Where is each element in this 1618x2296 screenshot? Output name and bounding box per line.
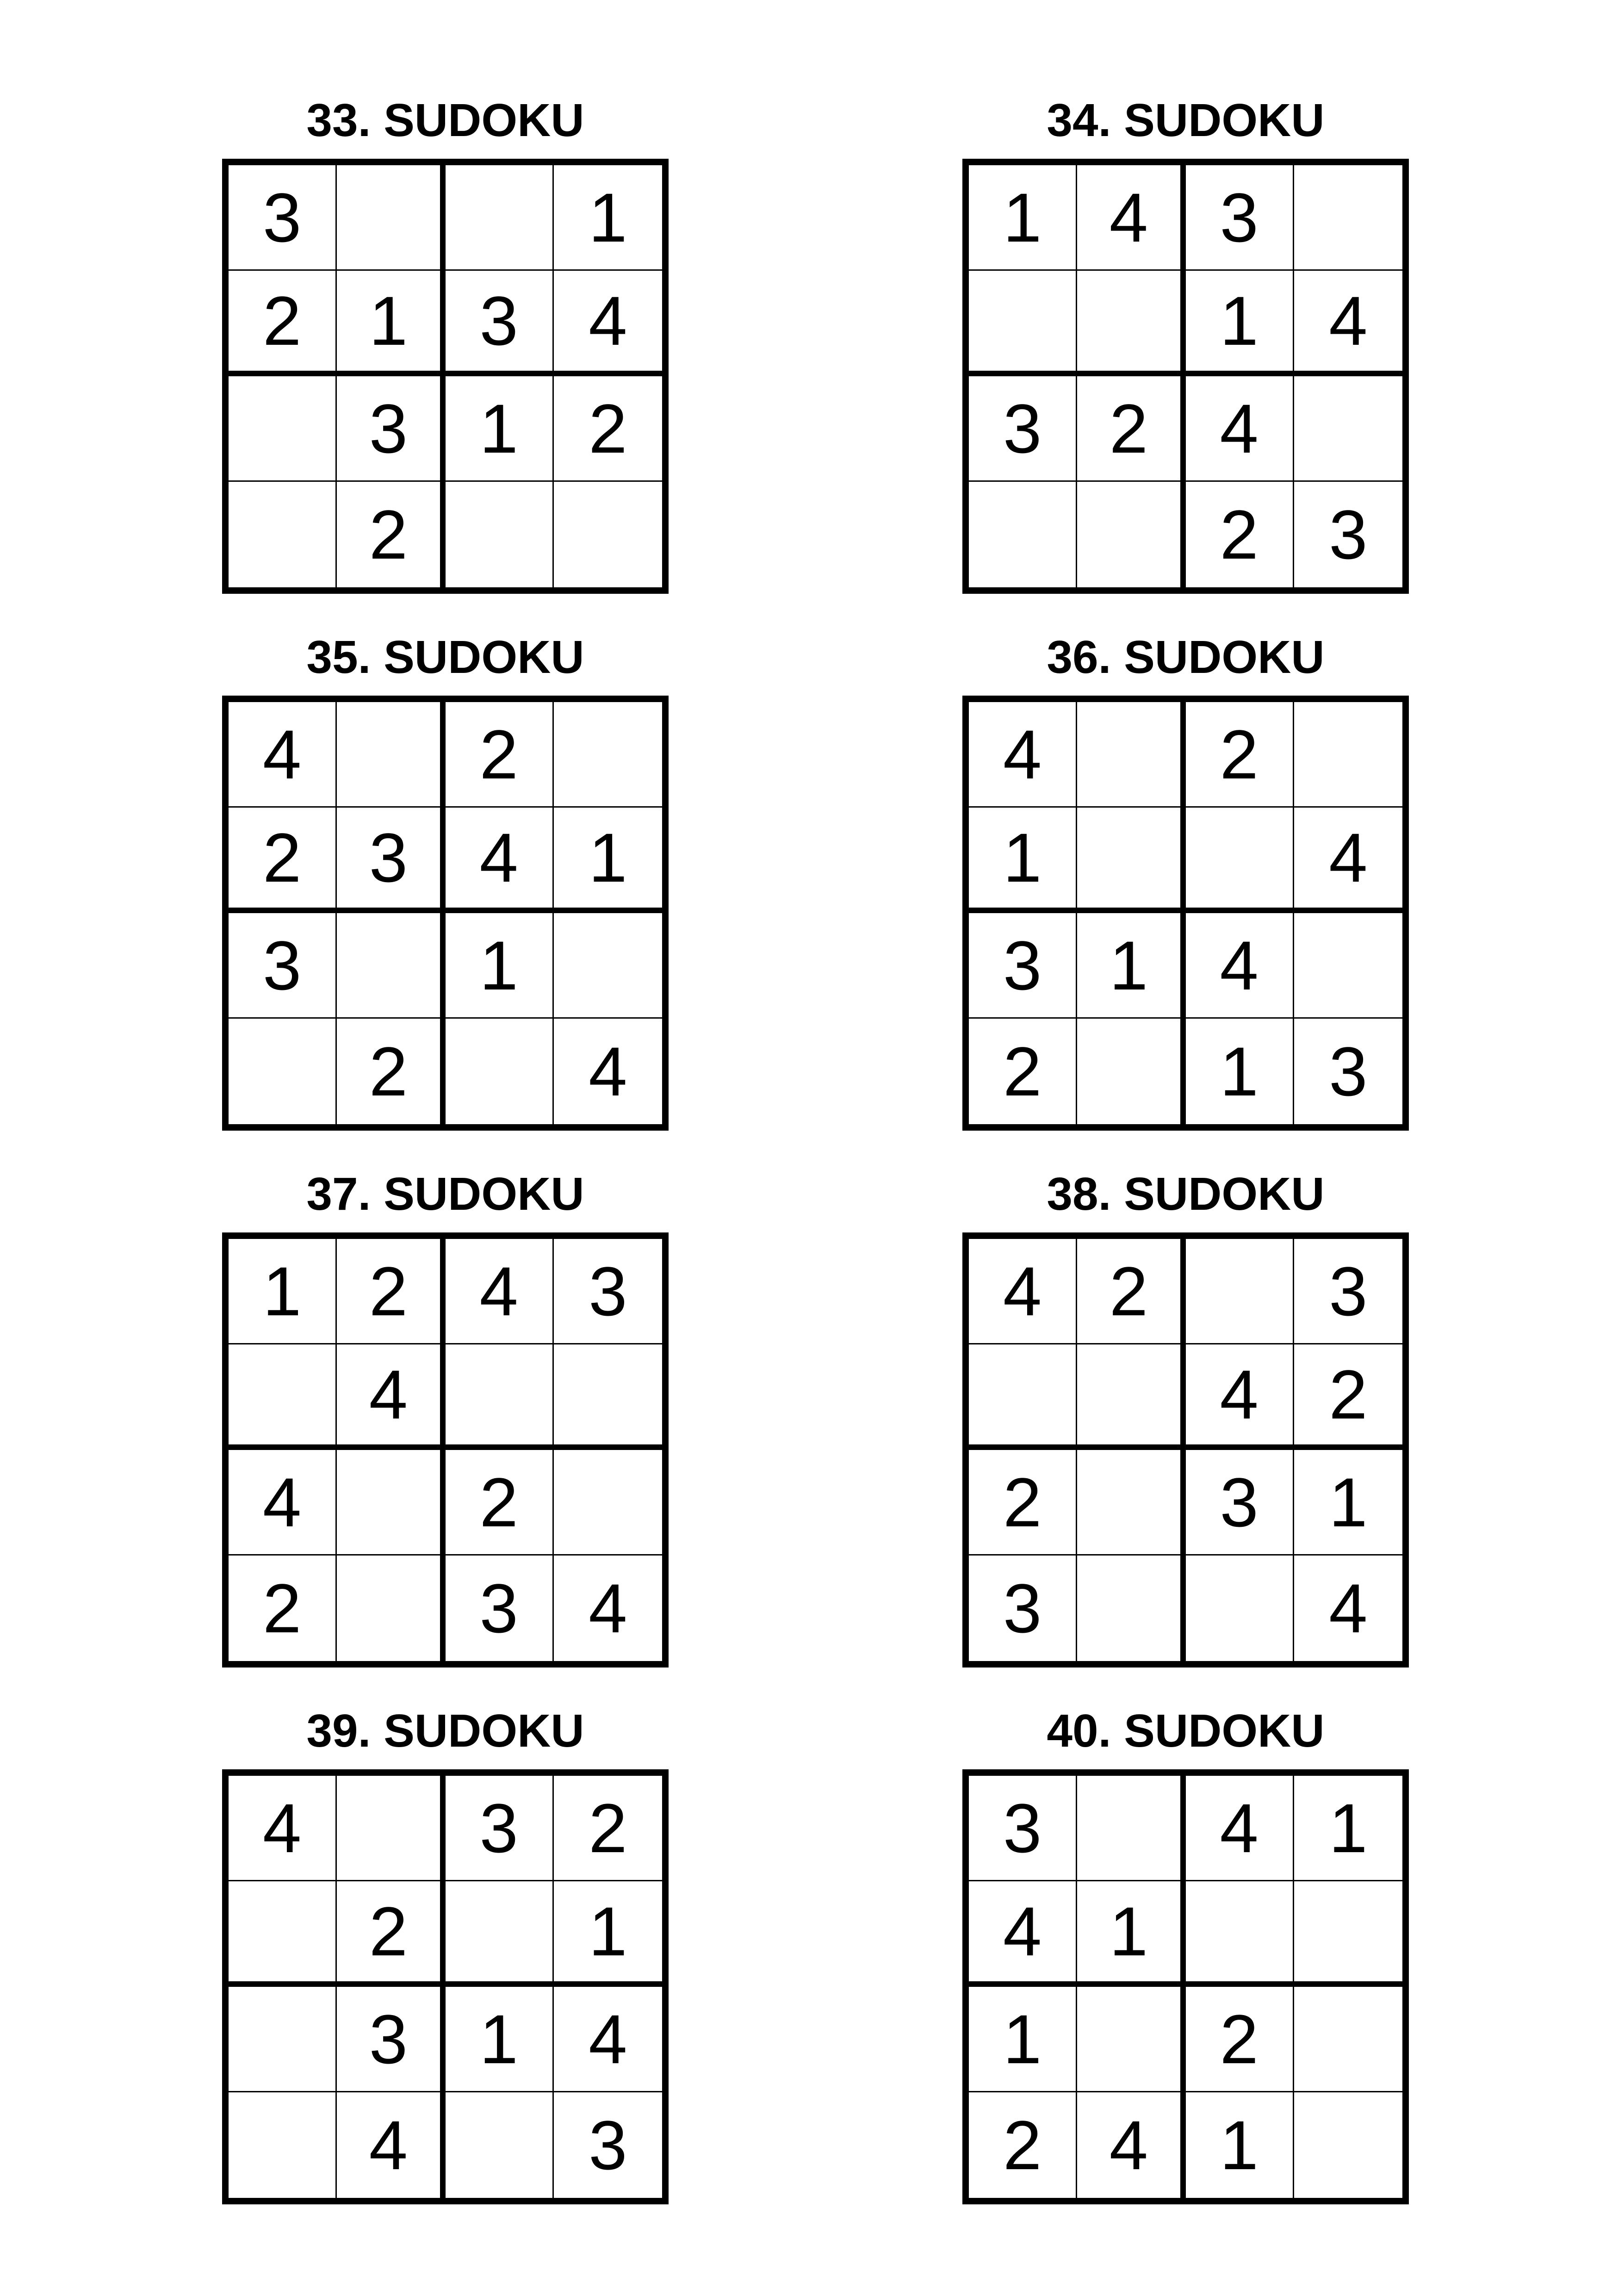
sudoku-cell: 1 xyxy=(446,1987,554,2092)
sudoku-grid xyxy=(962,159,1409,594)
sudoku-cell xyxy=(446,482,554,587)
sudoku-grid xyxy=(222,1232,669,1668)
sudoku-cell: 4 xyxy=(1186,1776,1294,1881)
sudoku-cell xyxy=(1077,1776,1185,1881)
sudoku-cell xyxy=(1294,913,1402,1019)
sudoku-cell xyxy=(554,913,662,1019)
sudoku-cell: 3 xyxy=(337,808,445,913)
sudoku-grid xyxy=(222,1769,669,2204)
sudoku-cell xyxy=(1186,1556,1294,1661)
sudoku-cell: 4 xyxy=(969,702,1077,808)
sudoku-cell: 3 xyxy=(229,913,337,1019)
sudoku-cell: 2 xyxy=(1294,1344,1402,1450)
sudoku-cell xyxy=(554,482,662,587)
sudoku-cell: 3 xyxy=(969,376,1077,482)
sudoku-cell: 1 xyxy=(446,376,554,482)
sudoku-cell: 2 xyxy=(1186,482,1294,587)
sudoku-cell: 4 xyxy=(1294,808,1402,913)
sudoku-cell xyxy=(554,1450,662,1556)
sudoku-cell: 4 xyxy=(554,1987,662,2092)
puzzle-title: 39. SUDOKU xyxy=(306,1705,584,1757)
sudoku-cell xyxy=(1186,1881,1294,1987)
sudoku-cell xyxy=(1294,1987,1402,2092)
puzzle-title: 36. SUDOKU xyxy=(1047,631,1325,683)
sudoku-cell: 4 xyxy=(229,1450,337,1556)
sudoku-cell: 4 xyxy=(1077,2092,1185,2198)
sudoku-cell xyxy=(446,165,554,271)
sudoku-cell xyxy=(1077,1019,1185,1124)
puzzle-title: 33. SUDOKU xyxy=(306,94,584,146)
sudoku-cell: 1 xyxy=(1186,1019,1294,1124)
sudoku-cell: 3 xyxy=(446,1556,554,1661)
sudoku-cell: 2 xyxy=(1186,702,1294,808)
sudoku-cell: 3 xyxy=(969,1556,1077,1661)
sudoku-cell: 3 xyxy=(1294,1239,1402,1344)
sudoku-cell: 2 xyxy=(229,808,337,913)
sudoku-cell: 2 xyxy=(337,482,445,587)
sudoku-cell xyxy=(229,482,337,587)
sudoku-cell: 1 xyxy=(554,1881,662,1987)
sudoku-cell: 4 xyxy=(337,1344,445,1450)
sudoku-cell: 3 xyxy=(969,1776,1077,1881)
sudoku-cell xyxy=(446,2092,554,2198)
sudoku-cell xyxy=(229,2092,337,2198)
sudoku-cell: 1 xyxy=(1186,271,1294,376)
sudoku-cell: 4 xyxy=(969,1881,1077,1987)
sudoku-cell: 1 xyxy=(337,271,445,376)
sudoku-cell: 1 xyxy=(1077,913,1185,1019)
sudoku-cell xyxy=(554,702,662,808)
sudoku-cell: 2 xyxy=(1077,1239,1185,1344)
sudoku-cell: 1 xyxy=(969,165,1077,271)
sudoku-cell xyxy=(337,165,445,271)
sudoku-cell: 1 xyxy=(969,1987,1077,2092)
sudoku-cell xyxy=(337,702,445,808)
sudoku-cell: 4 xyxy=(1186,1344,1294,1450)
sudoku-cell xyxy=(337,1556,445,1661)
sudoku-cell: 2 xyxy=(337,1019,445,1124)
sudoku-cell: 2 xyxy=(446,1450,554,1556)
sudoku-cell xyxy=(1077,271,1185,376)
sudoku-grid xyxy=(962,1232,1409,1668)
sudoku-cell xyxy=(1077,1987,1185,2092)
sudoku-grid xyxy=(962,696,1409,1131)
sudoku-cell: 4 xyxy=(1186,913,1294,1019)
sudoku-cell: 4 xyxy=(589,1569,627,1647)
sudoku-cell xyxy=(446,1344,554,1450)
sudoku-cell xyxy=(1077,1450,1185,1556)
sudoku-cell xyxy=(1294,1881,1402,1987)
sudoku-cell xyxy=(554,1344,662,1450)
puzzle-title: 34. SUDOKU xyxy=(1047,94,1325,146)
sudoku-cell: 3 xyxy=(446,1776,554,1881)
sudoku-cell: 2 xyxy=(337,1239,445,1344)
sudoku-cell: 2 xyxy=(554,1776,662,1881)
sudoku-cell xyxy=(1186,808,1294,913)
sudoku-cell: 1 xyxy=(1077,1881,1185,1987)
sudoku-grid xyxy=(962,1769,1409,2204)
sudoku-cell: 3 xyxy=(589,2106,627,2184)
sudoku-cell: 1 xyxy=(554,808,662,913)
sudoku-grid xyxy=(222,159,669,594)
sudoku-cell: 3 xyxy=(1329,496,1368,573)
sudoku-cell: 4 xyxy=(229,702,337,808)
sudoku-cell xyxy=(1294,376,1402,482)
sudoku-cell xyxy=(229,1987,337,2092)
sudoku-cell xyxy=(229,1344,337,1450)
sudoku-cell: 4 xyxy=(969,1239,1077,1344)
sudoku-cell: 2 xyxy=(969,1019,1077,1124)
sudoku-cell: 1 xyxy=(1294,1450,1402,1556)
sudoku-cell xyxy=(229,1881,337,1987)
sudoku-cell: 1 xyxy=(1186,2092,1294,2198)
sudoku-cell xyxy=(1294,702,1402,808)
sudoku-cell: 2 xyxy=(337,1881,445,1987)
sudoku-cell: 3 xyxy=(337,1987,445,2092)
sudoku-cell xyxy=(337,1450,445,1556)
sudoku-cell xyxy=(1077,808,1185,913)
sudoku-cell: 2 xyxy=(554,376,662,482)
sudoku-grid xyxy=(222,696,669,1131)
sudoku-cell: 1 xyxy=(229,1239,337,1344)
sudoku-cell: 4 xyxy=(446,808,554,913)
sudoku-cell: 1 xyxy=(1294,1776,1402,1881)
sudoku-cell xyxy=(969,482,1077,587)
sudoku-cell: 3 xyxy=(337,376,445,482)
sudoku-cell: 3 xyxy=(229,165,337,271)
sudoku-cell: 2 xyxy=(1077,376,1185,482)
sudoku-cell: 4 xyxy=(337,2092,445,2198)
sudoku-cell: 4 xyxy=(1329,1569,1368,1647)
sudoku-cell: 3 xyxy=(1329,1033,1368,1110)
sudoku-cell xyxy=(1186,1239,1294,1344)
sudoku-cell: 2 xyxy=(229,1556,337,1661)
sudoku-cell: 3 xyxy=(554,1239,662,1344)
sudoku-cell: 3 xyxy=(1186,165,1294,271)
sudoku-cell: 4 xyxy=(554,271,662,376)
puzzle-title: 35. SUDOKU xyxy=(306,631,584,683)
sudoku-cell xyxy=(229,1019,337,1124)
sudoku-cell: 1 xyxy=(446,913,554,1019)
sudoku-cell xyxy=(1077,1344,1185,1450)
sudoku-cell: 4 xyxy=(1294,271,1402,376)
sudoku-cell: 2 xyxy=(1186,1987,1294,2092)
sudoku-cell: 1 xyxy=(969,808,1077,913)
puzzle-title: 37. SUDOKU xyxy=(306,1168,584,1220)
sudoku-cell: 3 xyxy=(969,913,1077,1019)
sudoku-cell: 2 xyxy=(969,2092,1077,2198)
sudoku-cell: 2 xyxy=(969,1450,1077,1556)
puzzle-title: 38. SUDOKU xyxy=(1047,1168,1325,1220)
sudoku-cell xyxy=(1294,2092,1402,2198)
sudoku-cell xyxy=(337,913,445,1019)
sudoku-cell: 3 xyxy=(1186,1450,1294,1556)
sudoku-cell xyxy=(337,1776,445,1881)
sudoku-cell xyxy=(1077,1556,1185,1661)
sudoku-cell xyxy=(1294,165,1402,271)
sudoku-cell xyxy=(446,1881,554,1987)
sudoku-cell xyxy=(446,1019,554,1124)
sudoku-cell: 4 xyxy=(1077,165,1185,271)
sudoku-cell: 2 xyxy=(229,271,337,376)
sudoku-cell xyxy=(969,271,1077,376)
sudoku-cell xyxy=(229,376,337,482)
sudoku-cell xyxy=(969,1344,1077,1450)
puzzle-title: 40. SUDOKU xyxy=(1047,1705,1325,1757)
sudoku-cell: 4 xyxy=(446,1239,554,1344)
sudoku-cell xyxy=(1077,482,1185,587)
sudoku-cell: 4 xyxy=(229,1776,337,1881)
sudoku-cell: 2 xyxy=(446,702,554,808)
sudoku-cell: 1 xyxy=(554,165,662,271)
sudoku-cell: 3 xyxy=(446,271,554,376)
sudoku-cell: 4 xyxy=(589,1033,627,1110)
sudoku-cell xyxy=(1077,702,1185,808)
sudoku-cell: 4 xyxy=(1186,376,1294,482)
